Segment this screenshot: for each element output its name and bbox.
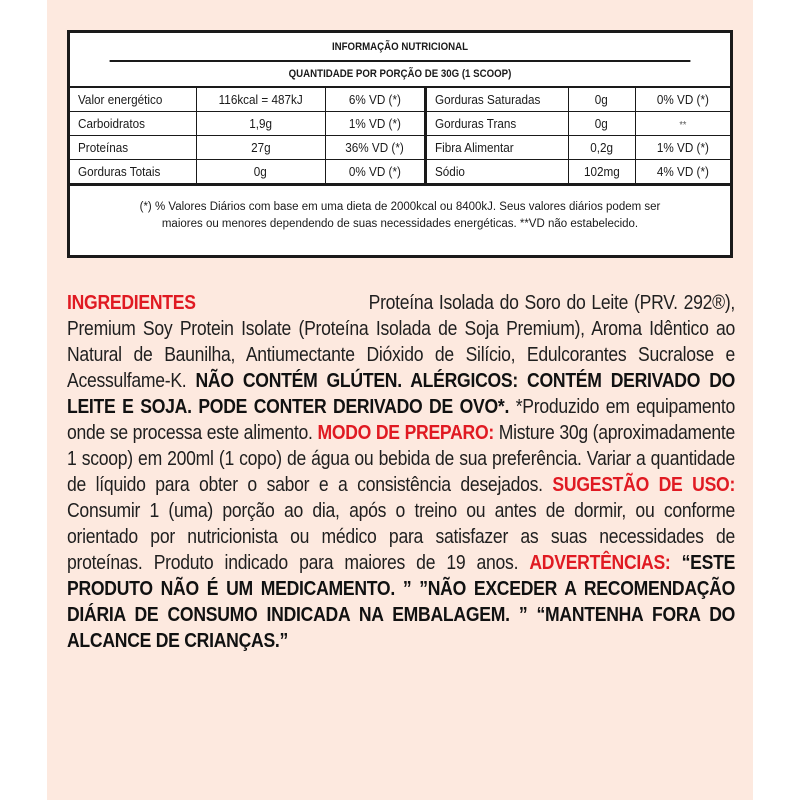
ingredients-text: Proteína Isolada do Soro do Leite (PRV. 292®), Premium Soy Protein Isolate (Proteína Isolada de Soja Premium), Aroma Idêntico ao Natural de Baunilha, Antiumectante Dióxido de Silício, Edulcorantes Sucralose e Acessulfame-K. [67,292,736,392]
table-row [70,111,730,135]
nutrient-daily-value: 1% VD (*) [325,111,425,135]
table-row [70,159,730,183]
nutrient-name: Fibra Alimentar [425,135,568,159]
nutrient-amount: 27g [196,135,325,159]
nutrient-daily-value: ** [635,111,730,135]
nutrient-amount: 1,9g [196,111,325,135]
nutrition-facts-table [67,30,733,258]
warnings-text: “ESTE PRODUTO NÃO É UM MEDICAMENTO. ” ”NÃO EXCEDER A RECOMENDAÇÃO DIÁRIA DE CONSUMO INDICADA NA EMBALAGEM. ” “MANTENHA FORA DO ALCANCE DE CRIANÇAS.” [67,552,736,652]
footnote-line: maiores ou menores dependendo de suas necessidades energéticas. **VD não estabelecido. [161,218,639,230]
warnings-heading: ADVERTÊNCIAS: [529,552,671,574]
nutrient-amount: 0g [196,159,325,183]
nutrient-name: Gorduras Trans [425,111,568,135]
nutrient-daily-value: 36% VD (*) [325,135,425,159]
nutrient-daily-value: 0% VD (*) [325,159,425,183]
nutrient-daily-value: 4% VD (*) [635,159,730,183]
nutrient-name: Gorduras Saturadas [425,88,568,111]
nutrient-amount: 102mg [568,159,635,183]
ingredients-heading: INGREDIENTES [67,292,196,314]
label-body-text [67,290,735,654]
produced-note: *Produzido em equipamento onde se processa este alimento. [67,396,736,444]
nutrition-grid [70,88,730,184]
footnote-line: (*) % Valores Diários com base em uma dieta de 2000kcal ou 8400kJ. Seus valores diários podem ser [139,201,661,213]
daily-value-footnote [80,199,720,233]
nutrition-serving-size: QUANTIDADE POR PORÇÃO DE 30G (1 SCOOP) [288,68,512,80]
nutrient-name: Valor energético [70,88,196,111]
table-row [70,135,730,159]
nutrient-name: Gorduras Totais [70,159,196,183]
nutrient-amount: 0g [568,111,635,135]
table-row [70,88,730,111]
divider [70,184,730,186]
nutrient-amount: 0,2g [568,135,635,159]
preparation-heading: MODO DE PREPARO: [317,422,494,444]
usage-heading: SUGESTÃO DE USO: [552,474,736,496]
nutrient-amount: 116kcal = 487kJ [196,88,325,111]
nutrient-daily-value: 0% VD (*) [635,88,730,111]
nutrient-name: Sódio [425,159,568,183]
nutrient-amount: 0g [568,88,635,111]
allergen-warning: NÃO CONTÉM GLÚTEN. ALÉRGICOS: CONTÉM DERIVADO DO LEITE E SOJA. PODE CONTER DERIVADO DE OVO*. [67,370,736,418]
nutrition-table-title: INFORMAÇÃO NUTRICIONAL [110,33,691,62]
nutrient-name: Carboidratos [70,111,196,135]
usage-text: Consumir 1 (uma) porção ao dia, após o treino ou antes de dormir, ou conforme orientado por nutricionista ou médico para satisfazer as suas necessidades de proteínas. Produto indicado para maiores de 19 anos. [67,500,736,574]
preparation-text: Misture 30g (aproximadamente 1 scoop) em 200ml (1 copo) de água ou bebida de sua preferência. Variar a quantidade de líquido para obter o sabor e a consistência desejados. [67,422,736,496]
nutrient-daily-value: 6% VD (*) [325,88,425,111]
nutrient-daily-value: 1% VD (*) [635,135,730,159]
nutrient-name: Proteínas [70,135,196,159]
